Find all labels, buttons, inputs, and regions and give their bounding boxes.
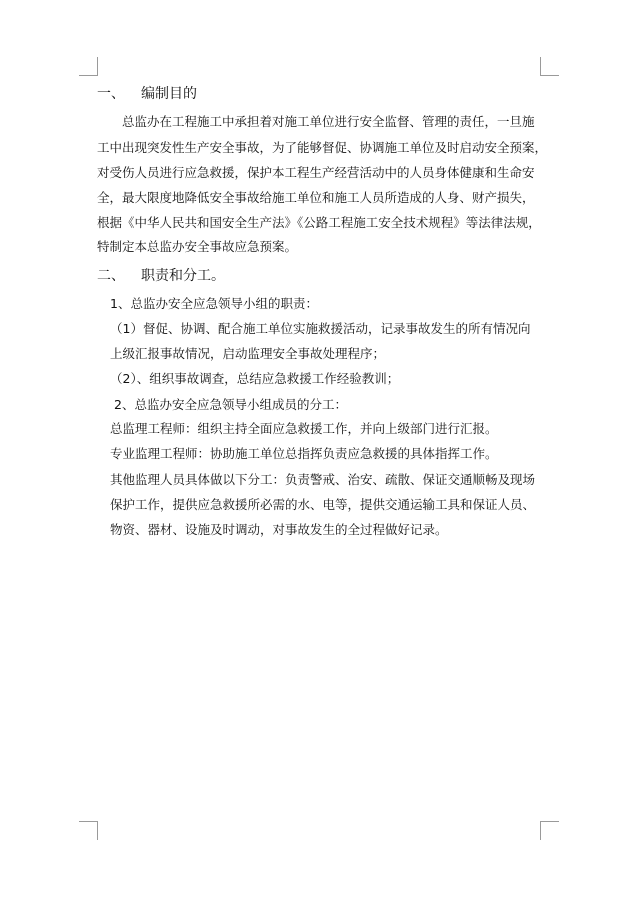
list-item: 总监理工程师：组织主持全面应急救援工作，并向上级部门进行汇报。: [110, 421, 498, 436]
list-item: 2、总监办安全应急领导小组成员的分工：: [114, 397, 347, 412]
paragraph-line: 对受伤人员进行应急救援，保护本工程生产经营活动中的人员身体健康和生命安: [97, 165, 535, 180]
list-item: 物资、器材、设施及时调动，对事故发生的全过程做好记录。: [110, 522, 448, 537]
list-item: 专业监理工程师：协助施工单位总指挥负责应急救援的具体指挥工作。: [110, 446, 498, 461]
section-title: 职责和分工。: [141, 268, 225, 284]
list-item: 1、总监办安全应急领导小组的职责：: [110, 296, 318, 311]
section-title: 编制目的: [141, 86, 197, 102]
section-number: 二、: [97, 268, 125, 284]
paragraph-line: 工中出现突发性生产安全事故，为了能够督促、协调施工单位及时启动安全预案，: [97, 140, 548, 155]
section-heading-purpose: [97, 85, 197, 103]
crop-mark-top-right: [540, 57, 559, 76]
list-item: 上级汇报事故情况，启动监理安全事故处理程序；: [110, 346, 386, 361]
crop-mark-bottom-left: [79, 821, 98, 840]
paragraph-line: 特制定本总监办安全事故应急预案。: [97, 239, 298, 254]
list-item: 其他监理人员具体做以下分工：负责警戒、治安、疏散、保证交通顺畅及现场: [110, 472, 536, 487]
crop-mark-top-left: [79, 57, 98, 76]
section-number: 一、: [97, 86, 125, 102]
paragraph-line: 全，最大限度地降低安全事故给施工单位和施工人员所造成的人身、财产损失，: [97, 190, 535, 205]
crop-mark-bottom-right: [540, 821, 559, 840]
section-heading-duties: [97, 267, 225, 285]
paragraph-line: 总监办在工程施工中承担着对施工单位进行安全监督、管理的责任，一旦施: [122, 114, 535, 129]
list-item: （1）督促、协调、配合施工单位实施救援活动，记录事故发生的所有情况向: [110, 321, 531, 336]
paragraph-line: 根据《中华人民共和国安全生产法》《公路工程施工安全技术规程》等法律法规，: [97, 215, 541, 230]
list-item: （2）、组织事故调查，总结应急救援工作经验教训；: [110, 371, 400, 386]
list-item: 保护工作，提供应急救援所必需的水、电等，提供交通运输工具和保证人员、: [110, 497, 536, 512]
